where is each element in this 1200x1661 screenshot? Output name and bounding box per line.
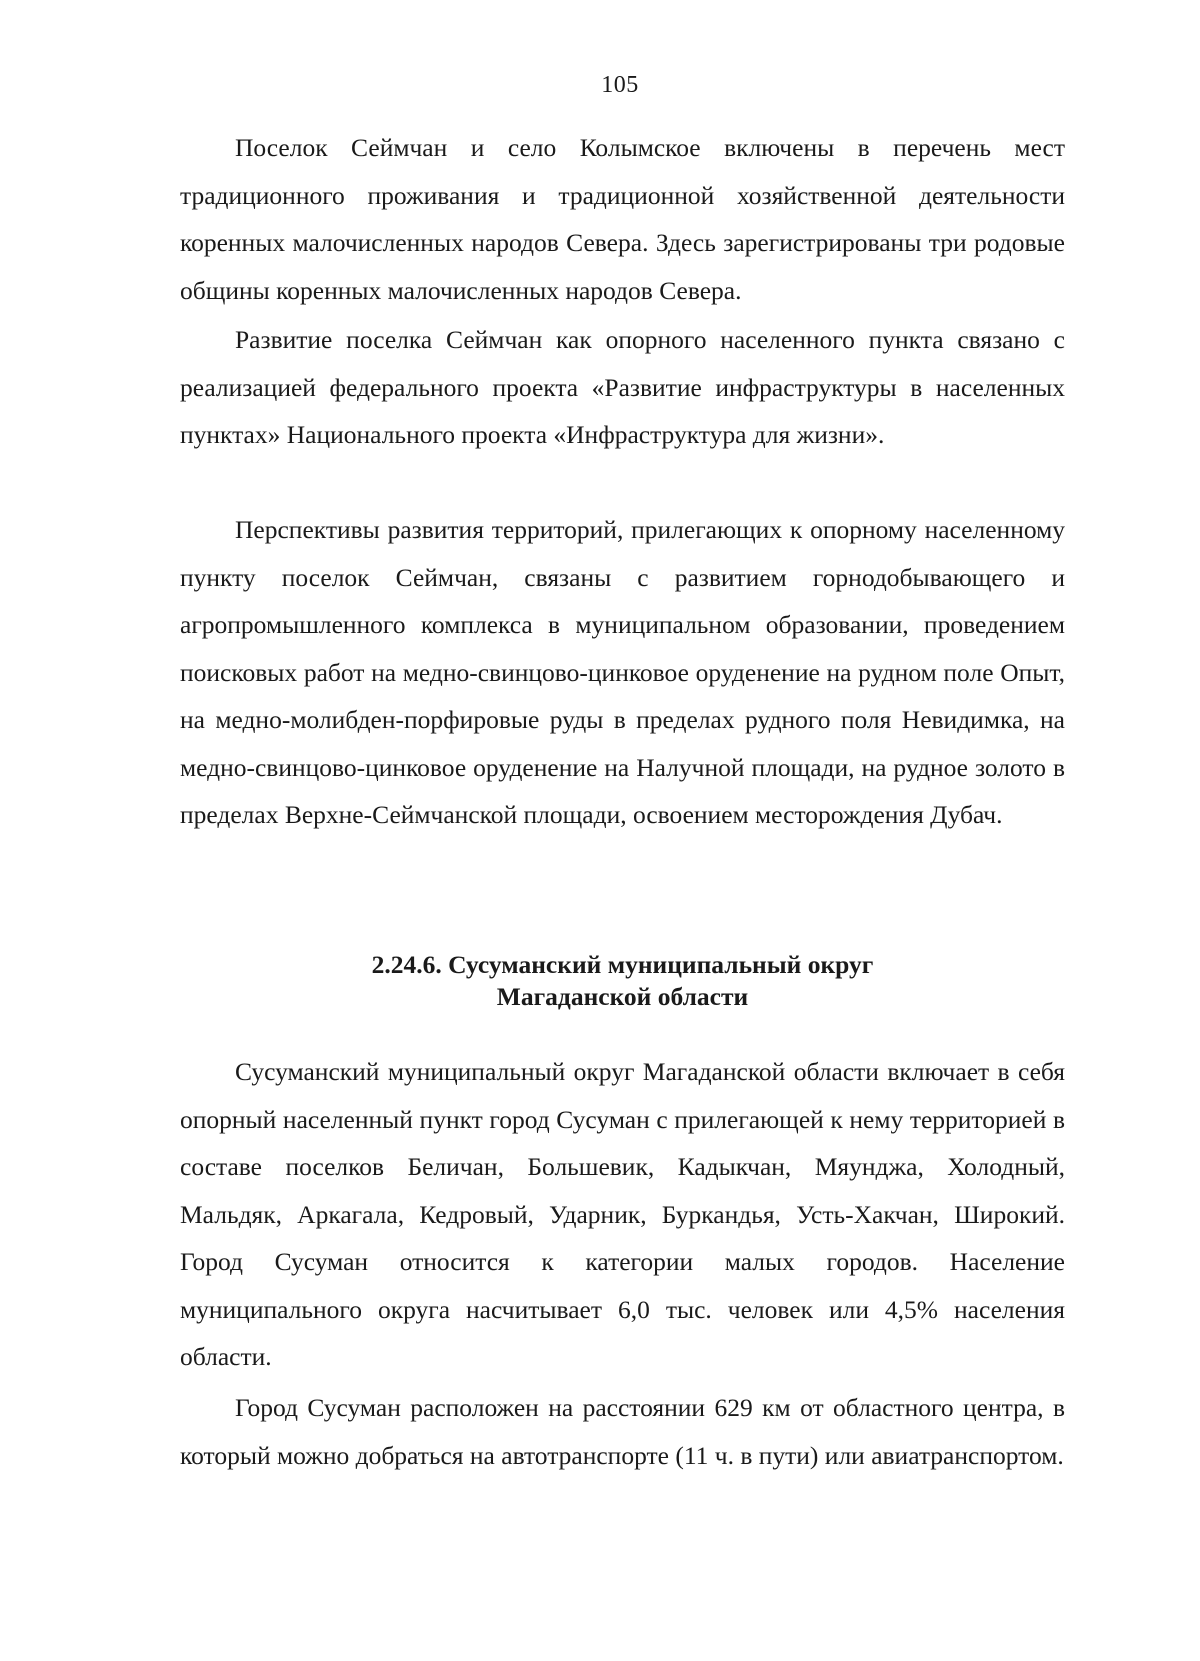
- paragraph-development-prospects: Перспективы развития территорий, прилегающих к опорному населенному пункту поселок Сеймчан, связаны с развитием горнодобывающего и агропромышленного комплекса в муниципальном образовании, проведением поисковых работ на медно-свинцово-цинковое оруденение на рудном поле Опыт, на медно-молибден-порфировые руды в пределах рудного поля Невидимка, на медно-свинцово-цинковое оруденение на Налучной площади, на рудное золото в пределах Верхне-Сеймчанской площади, освоением месторождения Дубач.: [180, 515, 1065, 829]
- paragraph-susuman-location: Город Сусуман расположен на расстоянии 629 км от областного центра, в который можно добраться на автотранспорте (11 ч. в пути) или авиатранспортом.: [180, 1393, 1065, 1470]
- paragraph-infrastructure-project: Развитие поселка Сеймчан как опорного населенного пункта связано с реализацией федерального проекта «Развитие инфраструктуры в населенных пунктах» Национального проекта «Инфраструктура для жизни».: [180, 325, 1065, 449]
- paragraph-indigenous-peoples: Поселок Сеймчан и село Колымское включены в перечень мест традиционного проживания и традиционной хозяйственной деятельности коренных малочисленных народов Севера. Здесь зарегистрированы три родовые общины коренных малочисленных народов Севера.: [180, 133, 1065, 305]
- section-heading-line-1: 2.24.6. Сусуманский муниципальный округ: [371, 950, 874, 979]
- paragraph-susuman-overview: Сусуманский муниципальный округ Магаданской области включает в себя опорный населенный пункт город Сусуман с прилегающей к нему территорией в составе поселков Беличан, Большевик, Кадыкчан, Мяунджа, Холодный, Мальдяк, Аркагала, Кедровый, Ударник, Буркандья, Усть-Хакчан, Широкий. Город Сусуман относится к категории малых городов. Население муниципального округа насчитывает 6,0 тыс. человек или 4,5% населения области.: [180, 1057, 1065, 1371]
- section-heading-line-2: Магаданской области: [496, 982, 749, 1011]
- page-number: 105: [601, 72, 639, 98]
- section-heading: [180, 949, 1065, 1013]
